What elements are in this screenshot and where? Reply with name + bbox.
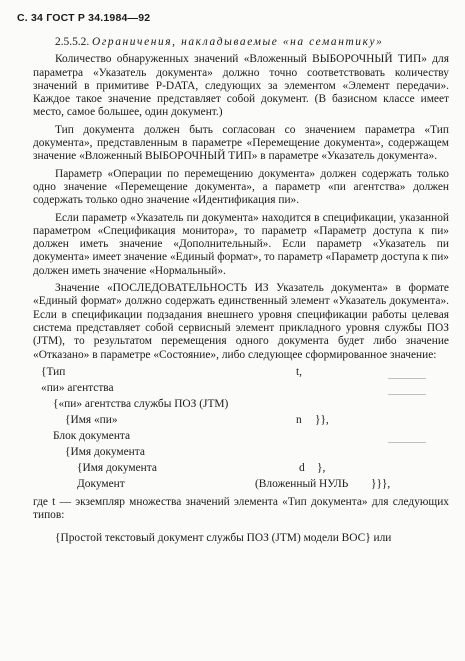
formula-line-doc-block: Блок документа xyxy=(53,429,131,442)
formula-close-2: }, xyxy=(317,461,326,474)
placeholder-line xyxy=(388,394,426,395)
paragraph-2: Тип документа должен быть согласован со значением параметра «Тип документа», представленным в параметре «Перемещение документа», содержащем значение «Вложенный ВЫБОРОЧНЫЙ ТИП» в параметре «Указатель документа». xyxy=(33,123,449,163)
formula-nested-null: (Вложенный НУЛЬ xyxy=(255,477,349,490)
paragraph-1: Количество обнаруженных значений «Вложенный ВЫБОРОЧНЫЙ ТИП» для параметра «Указатель документа» должно точно соответствовать количеству значений в примитиве P-DATA, следующих за элементом «Элемент передачи». Каждое такое значение представляет собой документ. (В базисном классе имеет место, самое большее, один документ.) xyxy=(33,53,449,119)
paragraph-last: {Простой текстовый документ службы ПОЗ (JTM) модели ВОС} или xyxy=(55,531,392,544)
paragraph-where-t: где t — экземпляр множества значений элемента «Тип документа» для следующих типов: xyxy=(33,495,449,522)
formula-line-document: Документ xyxy=(77,477,125,490)
section-title: Ограничения, накладываемые «на семантику» xyxy=(92,36,384,48)
paragraph-5: Значение «ПОСЛЕДОВАТЕЛЬНОСТЬ ИЗ Указатель документа» в формате «Единый формат» должно содержать единственный элемент «Указатель документа». Если в спецификации подзадания внешнего уровня спецификации работы целевая система представляет собой сервисный элемент прикладного уровня службы ПОЗ (JTM), то результатом перемещения одного документа будет либо значение «Отказано» в параметре «Состояние», либо следующее сформированное значение: xyxy=(33,282,449,361)
formula-close-1: }}, xyxy=(315,413,329,426)
page-header: С. 34 ГОСТ Р 34.1984—92 xyxy=(17,12,151,24)
formula-line-name-pi: {Имя «пи» xyxy=(65,413,118,426)
formula-line-doc-name-inner: {Имя документа xyxy=(77,461,157,474)
section-number: 2.5.5.2. xyxy=(55,36,90,48)
document-body xyxy=(33,36,449,549)
formula-close-3: }}}, xyxy=(371,477,391,490)
formula-line-agency: «пи» агентства xyxy=(41,381,114,394)
paragraph-4: Если параметр «Указатель пи документа» находится в спецификации, указанной параметром «Спецификация монитора», то параметр «Параметр доступа к пи» должен иметь значение «Дополнительный». Если параметр «Указатель пи документа» имеет значение «Единый формат», то параметр «Параметр доступа к пи» должен иметь значение «Нормальный». xyxy=(33,211,449,277)
section-heading xyxy=(33,36,449,49)
formula-line-doc-name: {Имя документа xyxy=(65,445,145,458)
formula-block xyxy=(33,366,449,532)
placeholder-line xyxy=(388,378,426,379)
formula-line-agency-service: {«пи» агентства службы ПОЗ (JTM) xyxy=(53,397,229,410)
formula-var-t: t, xyxy=(296,365,303,378)
formula-var-n: n xyxy=(296,413,302,426)
paragraph-3: Параметр «Операции по перемещению документа» должен содержать только одно значение «Перемещение документа», а параметр «пи агентства» должен содержать только одно значение «Идентификация пи». xyxy=(33,167,449,207)
formula-var-d: d xyxy=(299,461,305,474)
placeholder-line xyxy=(388,442,426,443)
formula-line-type: {Тип xyxy=(41,365,66,378)
